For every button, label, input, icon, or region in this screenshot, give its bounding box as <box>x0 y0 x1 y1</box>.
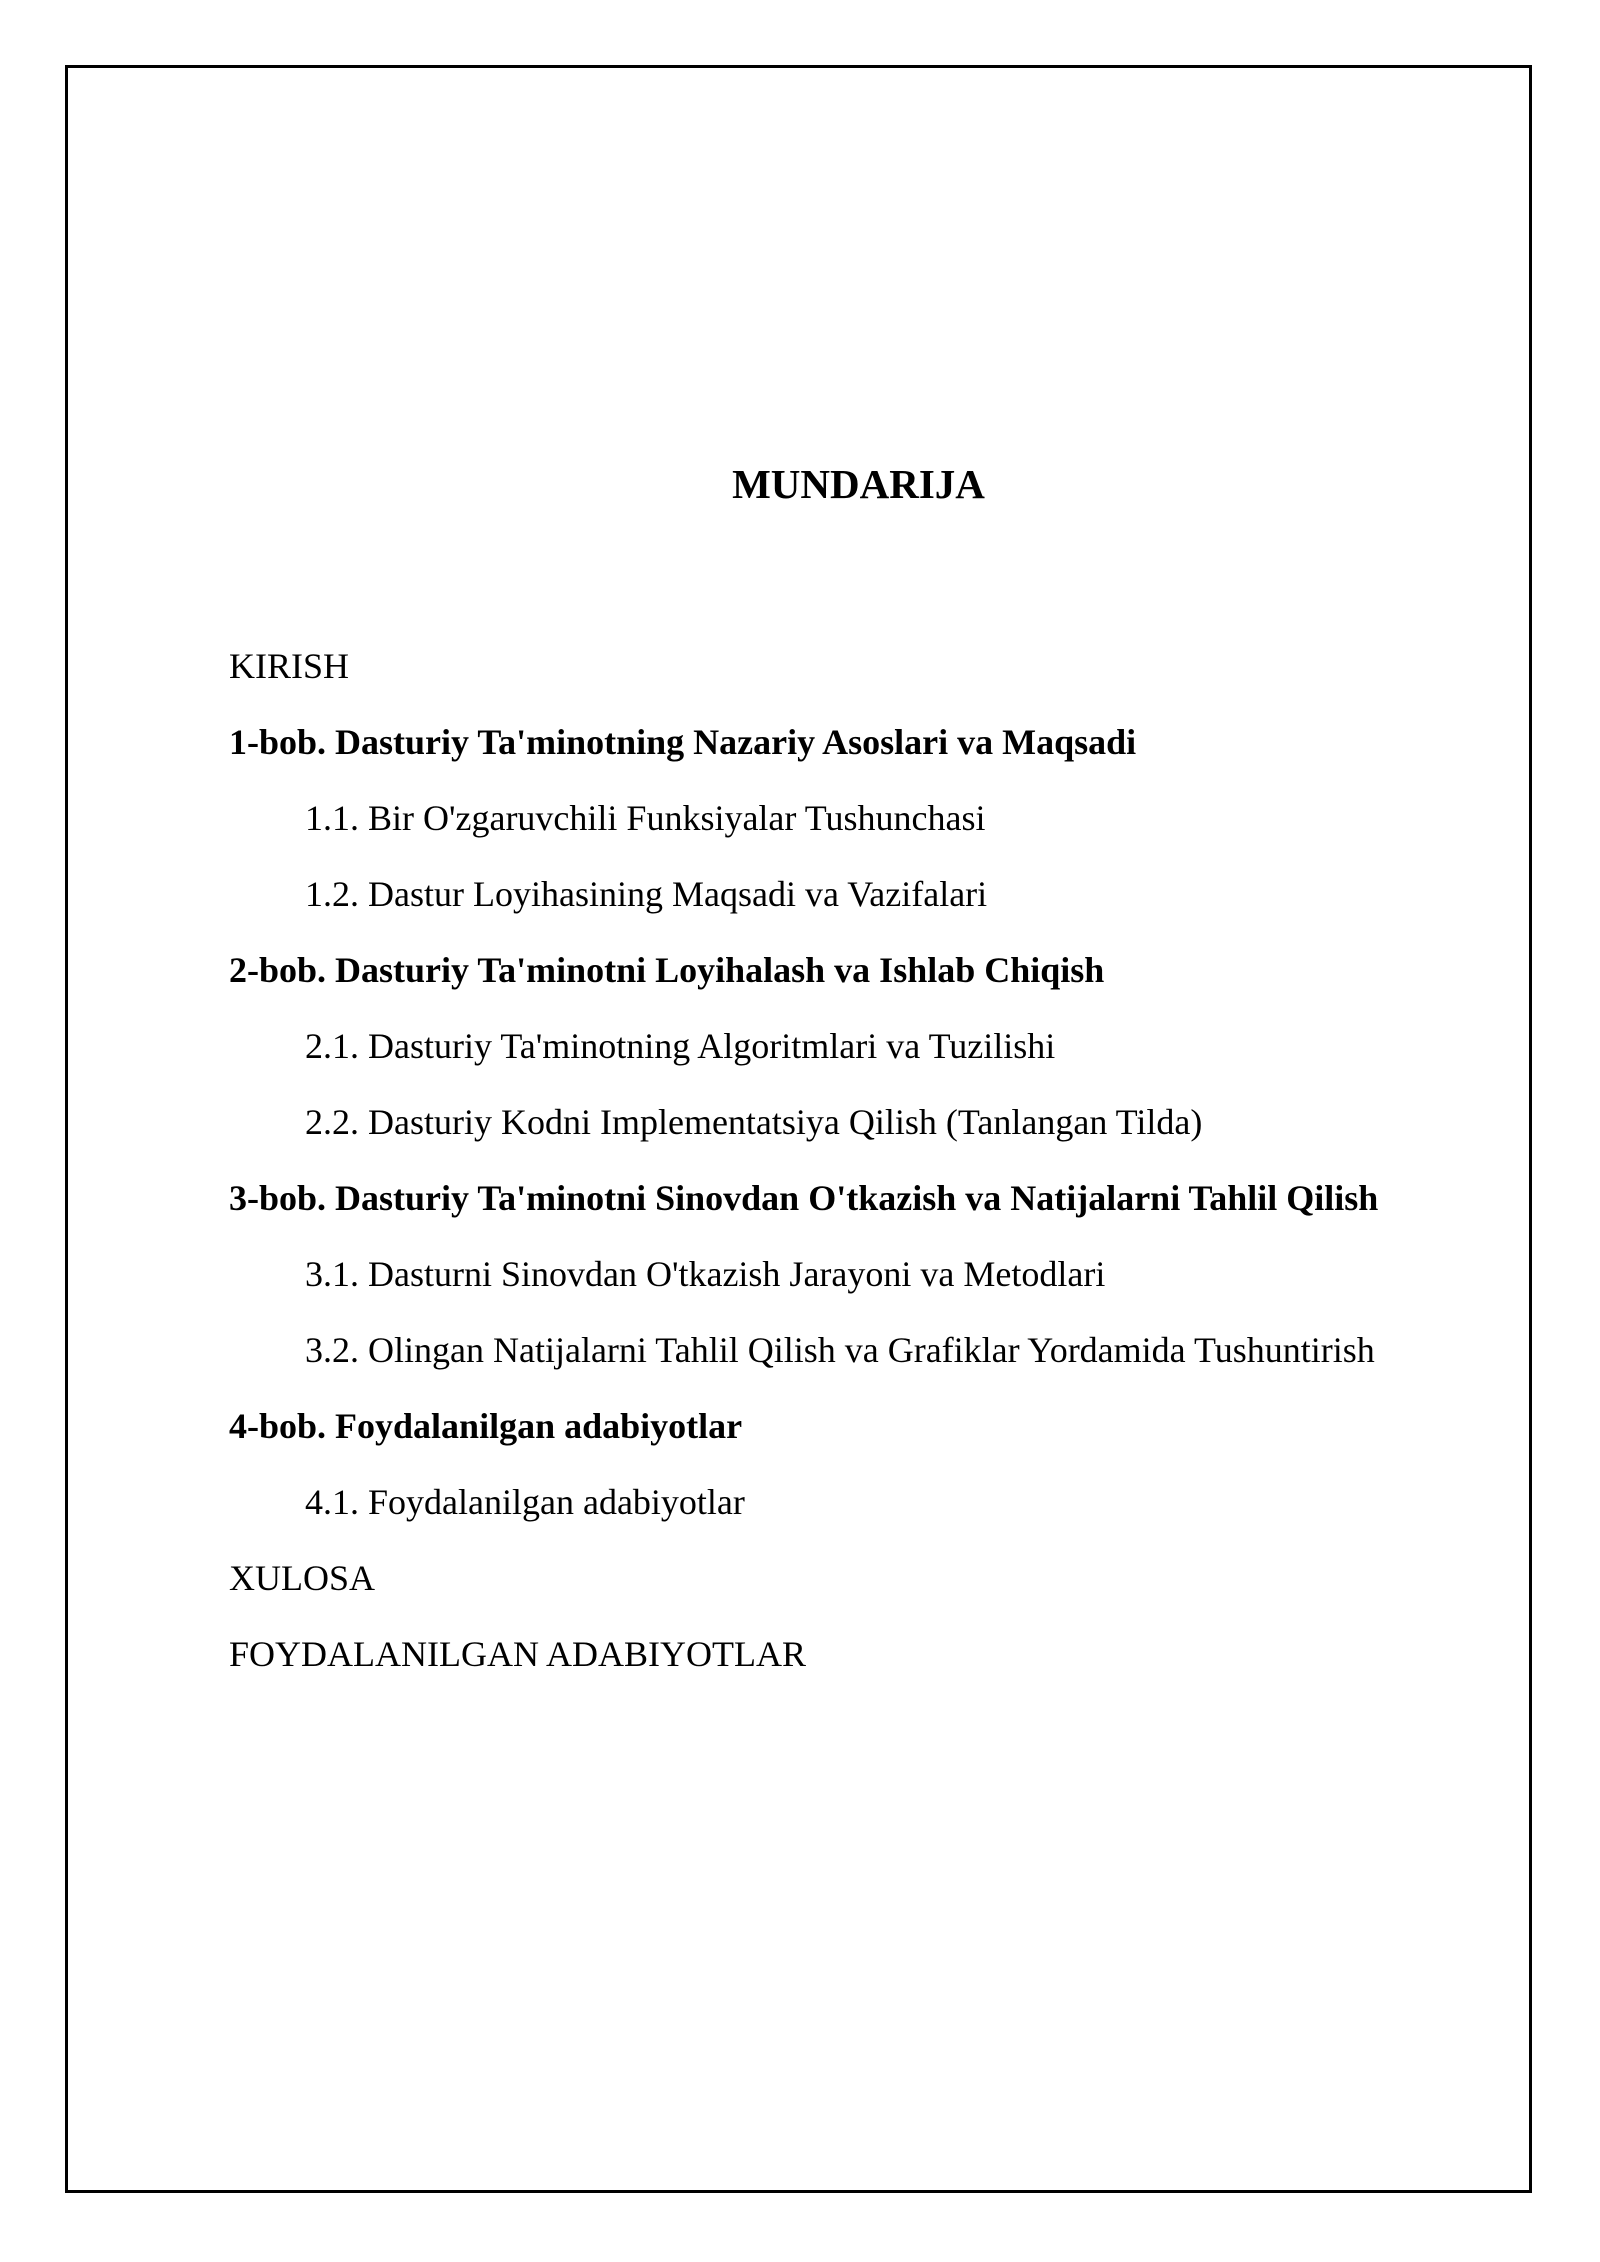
toc-entry-introduction: KIRISH <box>229 646 350 686</box>
toc-title: MUNDARIJA <box>732 461 985 507</box>
toc-chapter-3: 3-bob. Dasturiy Ta'minotni Sinovdan O'tkazish va Natijalarni Tahlil Qilish <box>229 1178 1379 1218</box>
toc-section-2-2: 2.2. Dasturiy Kodni Implementatsiya Qilish (Tanlangan Tilda) <box>305 1102 1203 1142</box>
toc-chapter-1: 1-bob. Dasturiy Ta'minotning Nazariy Asoslari va Maqsadi <box>229 722 1137 762</box>
table-of-contents <box>229 640 1529 1704</box>
toc-section-4-1: 4.1. Foydalanilgan adabiyotlar <box>305 1482 745 1522</box>
toc-section-3-1: 3.1. Dasturni Sinovdan O'tkazish Jarayoni va Metodlari <box>305 1254 1106 1294</box>
toc-entry-conclusion: XULOSA <box>229 1558 376 1598</box>
toc-entry-references: FOYDALANILGAN ADABIYOTLAR <box>229 1634 806 1674</box>
toc-section-3-2: 3.2. Olingan Natijalarni Tahlil Qilish va Grafiklar Yordamida Tushuntirish <box>305 1330 1375 1370</box>
toc-section-2-1: 2.1. Dasturiy Ta'minotning Algoritmlari va Tuzilishi <box>305 1026 1056 1066</box>
toc-chapter-2: 2-bob. Dasturiy Ta'minotni Loyihalash va Ishlab Chiqish <box>229 950 1105 990</box>
toc-section-1-2: 1.2. Dastur Loyihasining Maqsadi va Vazifalari <box>305 874 988 914</box>
toc-section-1-1: 1.1. Bir O'zgaruvchili Funksiyalar Tushunchasi <box>305 798 986 838</box>
toc-chapter-4: 4-bob. Foydalanilgan adabiyotlar <box>229 1406 743 1446</box>
